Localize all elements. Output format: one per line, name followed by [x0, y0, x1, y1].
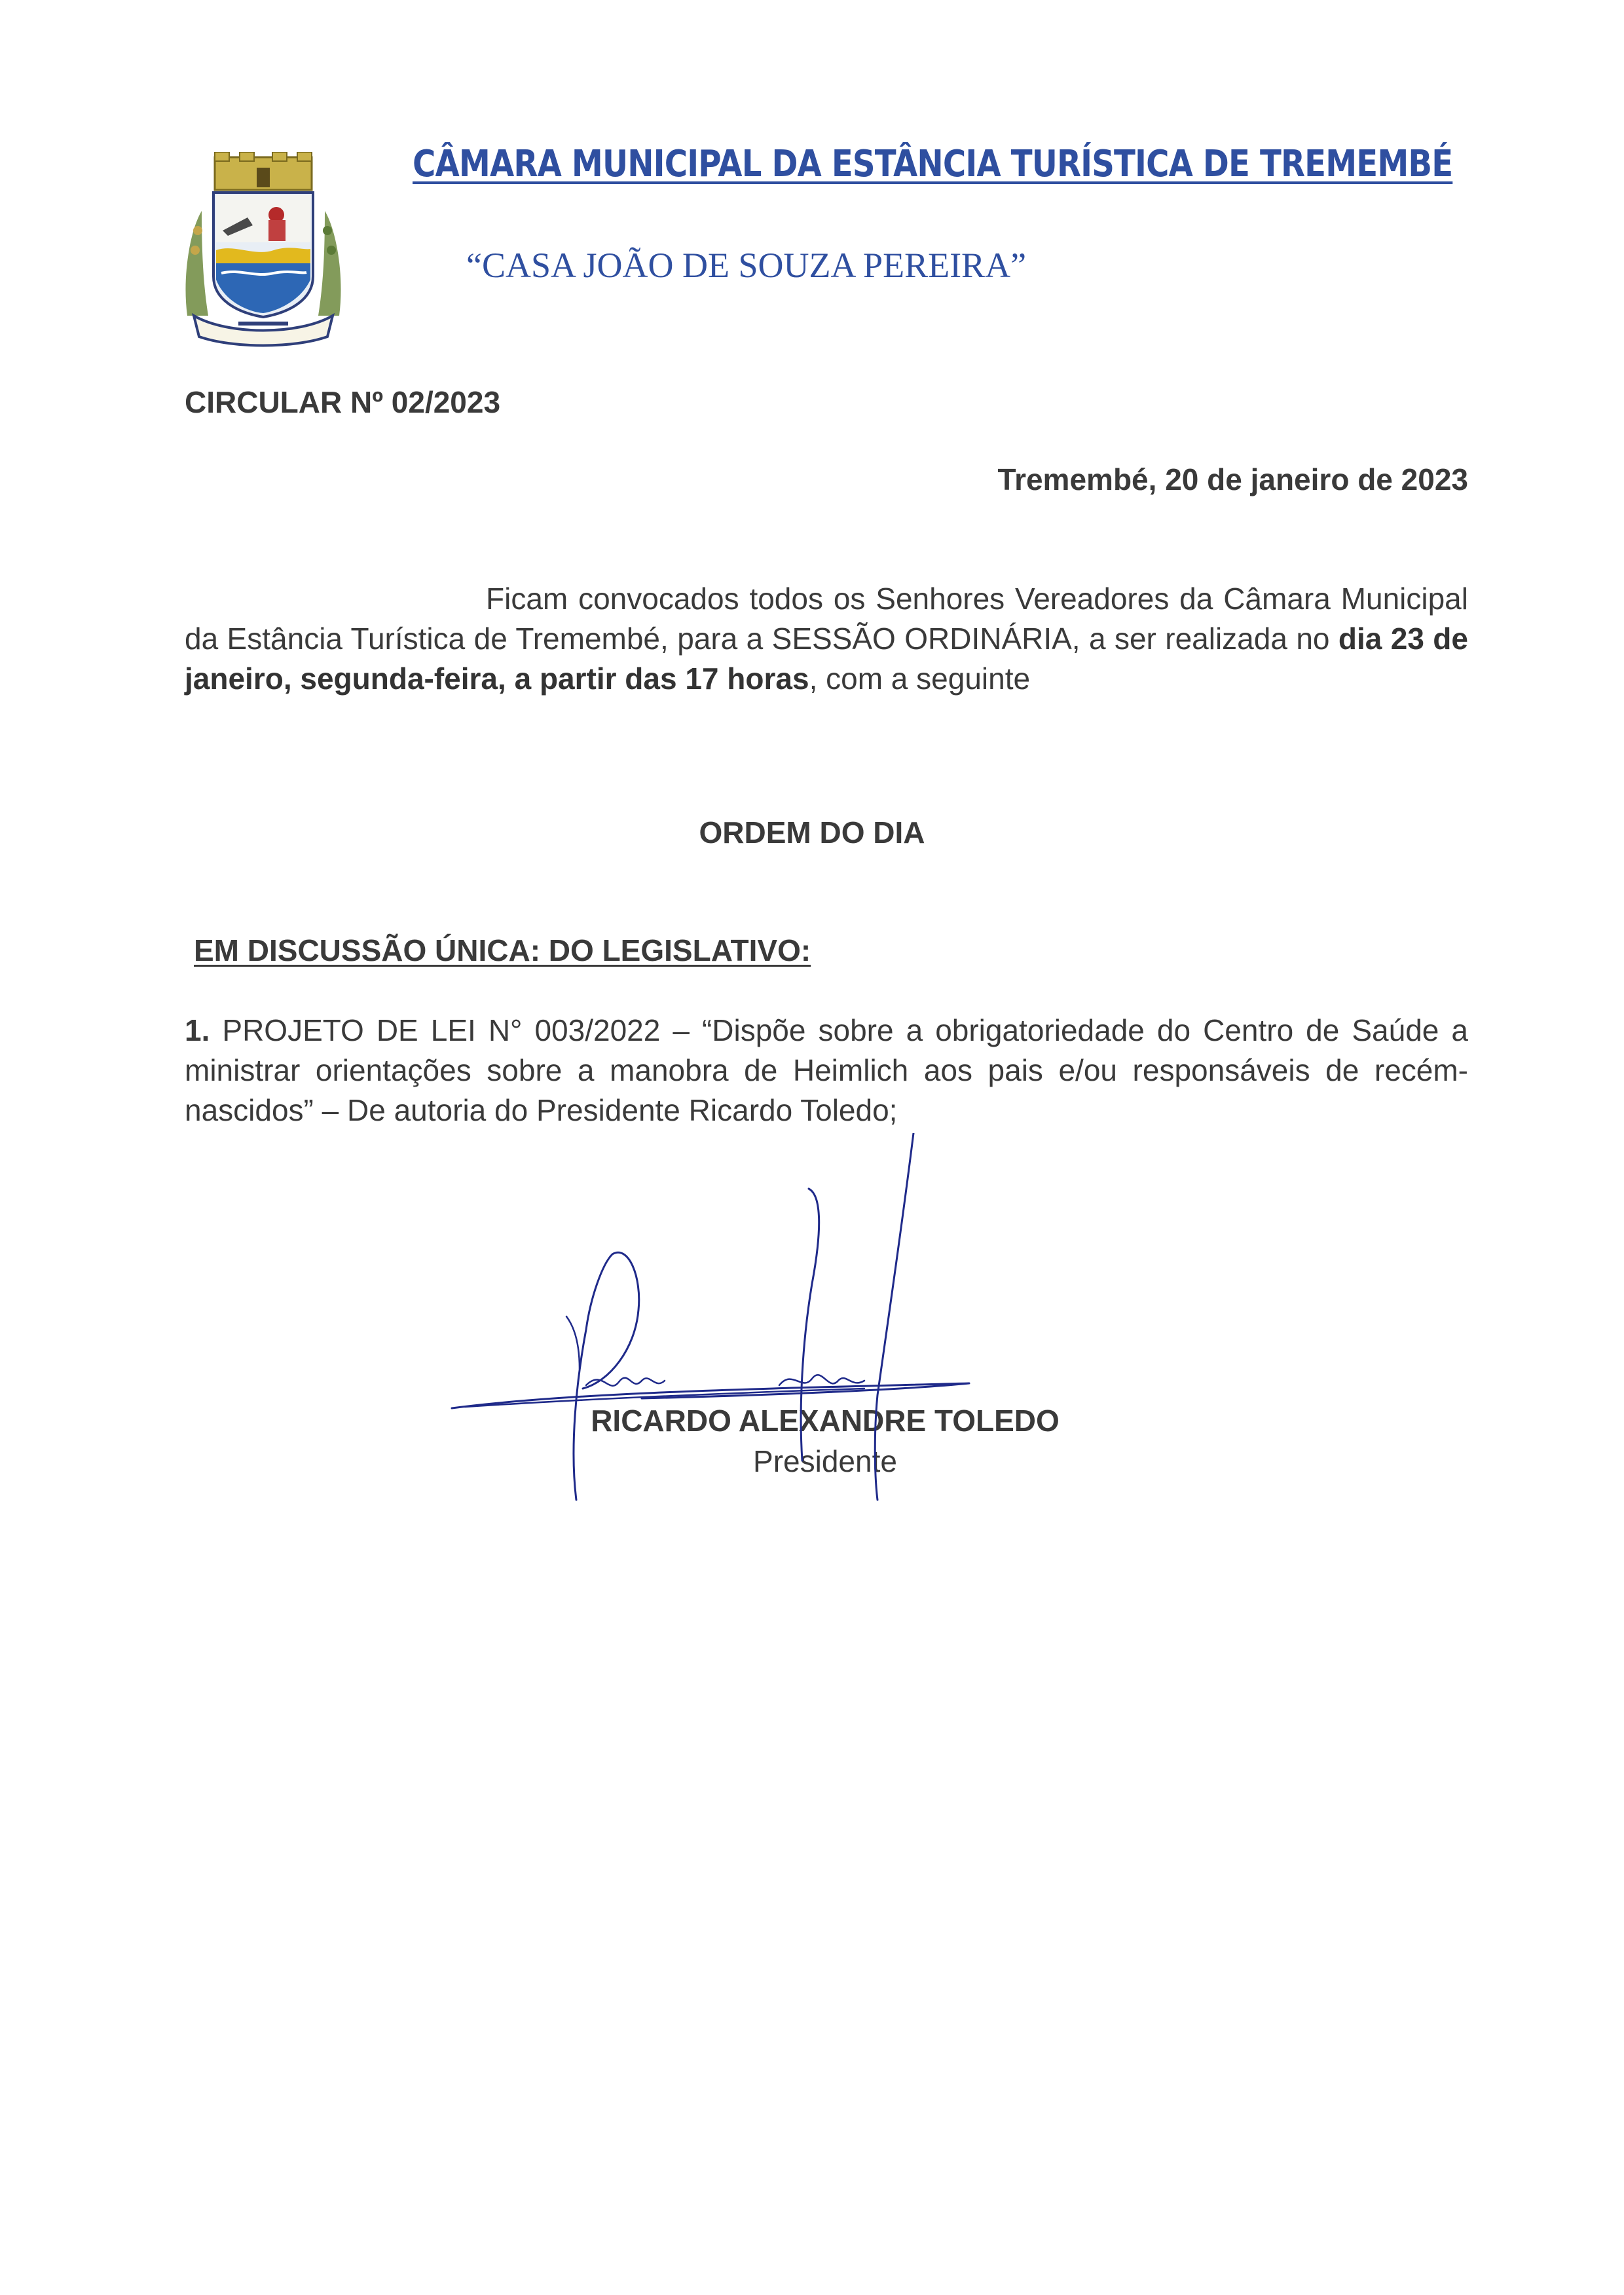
- agenda-title: ORDEM DO DIA: [699, 815, 925, 849]
- date-line: Tremembé, 20 de janeiro de 2023: [997, 462, 1468, 496]
- intro-text-before: Ficam convocados todos os Senhores Vereadores da Câmara Municipal da Estância Turística de Tremembé, para a SESSÃO ORDINÁRIA, a ser realizada no: [185, 582, 1468, 656]
- intro-paragraph: [185, 579, 1468, 699]
- intro-text-bold: dia 23 de janeiro, segunda-feira, a partir das 17 horas: [185, 622, 1468, 696]
- handwritten-signature: [445, 1133, 1061, 1539]
- agenda-item-text: PROJETO DE LEI N° 003/2022 – “Dispõe sobre a obrigatoriedade do Centro de Saúde a ministrar orientações sobre a manobra de Heimlich aos pais e/ou responsáveis de recém-nascidos” – De autoria do Presidente Ricardo Toledo;: [185, 1013, 1468, 1127]
- signatory-name: RICARDO ALEXANDRE TOLEDO: [591, 1404, 1060, 1438]
- header-title: CÂMARA MUNICIPAL DA ESTÂNCIA TURÍSTICA DE TREMEMBÉ: [413, 143, 1453, 185]
- signatory-role: Presidente: [753, 1444, 897, 1478]
- municipal-crest-logo: [175, 152, 351, 348]
- header-subtitle: “CASA JOÃO DE SOUZA PEREIRA”: [466, 246, 1027, 285]
- agenda-item-number: 1.: [185, 1013, 210, 1047]
- section-title: EM DISCUSSÃO ÚNICA: DO LEGISLATIVO:: [194, 933, 811, 967]
- agenda-item: [185, 1011, 1468, 1130]
- intro-text-after: , com a seguinte: [809, 662, 1031, 696]
- circular-number: CIRCULAR Nº 02/2023: [185, 385, 501, 419]
